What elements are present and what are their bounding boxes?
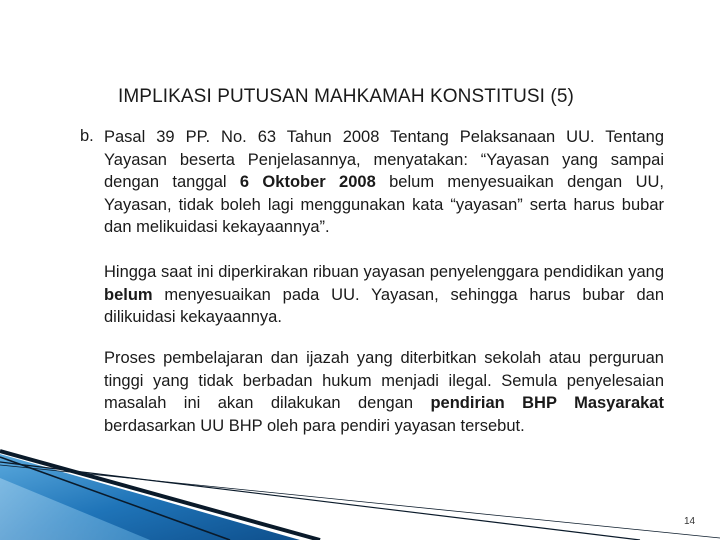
paragraph-text: menyesuaikan pada UU. Yayasan, sehingga harus bubar dan dilikuidasi kekayaannya. <box>104 285 664 326</box>
paragraph-pasal-39 <box>104 126 664 239</box>
bold-belum: belum <box>104 285 153 304</box>
paragraph-yayasan-count <box>104 261 664 329</box>
paragraph-text: Hingga saat ini diperkirakan ribuan yayasan penyelenggara pendidikan yang <box>104 263 664 281</box>
paragraph-text: berdasarkan UU BHP oleh para pendiri yayasan tersebut. <box>104 416 525 435</box>
paragraph-process <box>104 347 664 437</box>
corner-swoosh-decoration <box>0 440 720 540</box>
list-marker: b. <box>80 127 94 145</box>
paragraph-text: Pasal 39 PP. No. 63 Tahun 2008 Tentang Pelaksanaan UU. Tentang Yayasan beserta Penjelasannya, menyatakan: “Yayasan yang sampai dengan tanggal <box>104 128 664 191</box>
bold-date: 6 Oktober 2008 <box>239 173 376 191</box>
slide-title: IMPLIKASI PUTUSAN MAHKAMAH KONSTITUSI (5) <box>118 86 574 107</box>
paragraph-text: Proses pembelajaran dan ijazah yang diterbitkan sekolah atau perguruan tinggi yang tidak berbadan hukum menjadi ilegal. Semula penyelesaian masalah ini akan dilakukan dengan <box>104 349 664 412</box>
page-number: 14 <box>684 516 696 527</box>
bold-bhp: pendirian BHP Masyarakat <box>430 394 664 412</box>
paragraph-text: belum menyesuaikan dengan UU, Yayasan, tidak boleh lagi menggunakan kata “yayasan” serta harus bubar dan melikuidasi kekayaannya”. <box>104 173 664 236</box>
